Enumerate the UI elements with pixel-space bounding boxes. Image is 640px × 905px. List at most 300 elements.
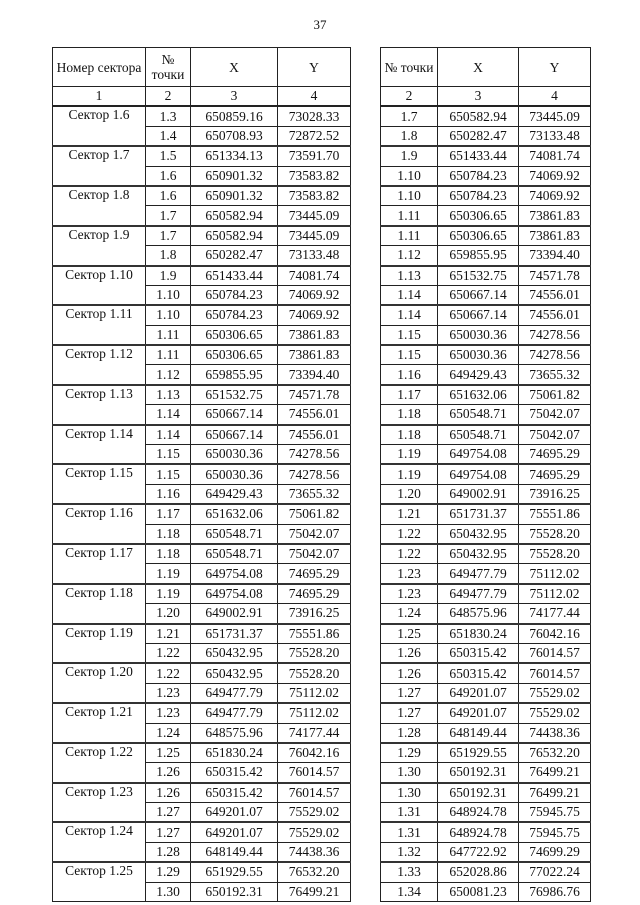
x-coordinate-cell: 649754.08	[438, 464, 519, 484]
sector-name-cell: Сектор 1.23	[53, 783, 146, 823]
point-number-cell: 1.13	[146, 385, 191, 405]
y-coordinate-cell: 75528.20	[278, 643, 351, 663]
table-row	[53, 146, 351, 166]
table-row	[381, 703, 591, 723]
point-number-cell: 1.26	[146, 763, 191, 783]
point-number-cell: 1.7	[381, 106, 438, 126]
point-number-cell: 1.18	[381, 425, 438, 445]
x-coordinate-cell: 650667.14	[438, 305, 519, 325]
sector-name-cell: Сектор 1.21	[53, 703, 146, 743]
point-number-cell: 1.18	[146, 524, 191, 544]
y-coordinate-cell: 75528.20	[278, 663, 351, 683]
table-row	[381, 445, 591, 465]
sector-name-cell: Сектор 1.6	[53, 106, 146, 146]
point-number-cell: 1.8	[381, 126, 438, 146]
x-coordinate-cell: 649477.79	[438, 564, 519, 584]
sector-name-cell: Сектор 1.7	[53, 146, 146, 186]
point-number-cell: 1.19	[146, 564, 191, 584]
y-coordinate-cell: 74278.56	[278, 464, 351, 484]
point-number-cell: 1.6	[146, 186, 191, 206]
point-number-cell: 1.7	[146, 206, 191, 226]
point-number-cell: 1.10	[381, 186, 438, 206]
x-coordinate-cell: 650582.94	[191, 206, 278, 226]
x-coordinate-cell: 650582.94	[191, 226, 278, 246]
header-point: № точки	[146, 48, 191, 87]
table-row	[53, 385, 351, 405]
point-number-cell: 1.17	[146, 504, 191, 524]
sector-name-cell: Сектор 1.20	[53, 663, 146, 703]
y-coordinate-cell: 74081.74	[519, 146, 591, 166]
point-number-cell: 1.22	[146, 663, 191, 683]
x-coordinate-cell: 650667.14	[191, 405, 278, 425]
x-coordinate-cell: 650030.36	[191, 464, 278, 484]
table-row	[381, 763, 591, 783]
point-number-cell: 1.30	[146, 882, 191, 901]
x-coordinate-cell: 650315.42	[438, 643, 519, 663]
y-coordinate-cell: 75112.02	[278, 703, 351, 723]
x-coordinate-cell: 650306.65	[438, 226, 519, 246]
sector-name-cell: Сектор 1.17	[53, 544, 146, 584]
table-row	[53, 862, 351, 882]
y-coordinate-cell: 73861.83	[519, 206, 591, 226]
point-number-cell: 1.8	[146, 246, 191, 266]
point-number-cell: 1.26	[381, 663, 438, 683]
y-coordinate-cell: 73394.40	[519, 246, 591, 266]
x-coordinate-cell: 650548.71	[438, 425, 519, 445]
column-number: 2	[381, 87, 438, 107]
y-coordinate-cell: 74177.44	[278, 723, 351, 743]
x-coordinate-cell: 650315.42	[191, 783, 278, 803]
point-number-cell: 1.23	[381, 584, 438, 604]
y-coordinate-cell: 74571.78	[519, 266, 591, 286]
table-row	[381, 226, 591, 246]
sector-name-cell: Сектор 1.16	[53, 504, 146, 544]
table-row	[381, 624, 591, 644]
header-y: Y	[519, 48, 591, 87]
point-number-cell: 1.22	[381, 524, 438, 544]
y-coordinate-cell: 73133.48	[278, 246, 351, 266]
x-coordinate-cell: 651334.13	[191, 146, 278, 166]
point-number-cell: 1.9	[381, 146, 438, 166]
column-number: 1	[53, 87, 146, 107]
point-number-cell: 1.12	[381, 246, 438, 266]
y-coordinate-cell: 76014.57	[278, 783, 351, 803]
x-coordinate-cell: 650432.95	[191, 643, 278, 663]
x-coordinate-cell: 659855.95	[438, 246, 519, 266]
point-number-cell: 1.27	[381, 703, 438, 723]
table-row	[53, 266, 351, 286]
x-coordinate-cell: 650548.71	[191, 544, 278, 564]
table-row	[53, 584, 351, 604]
table-row	[381, 484, 591, 504]
x-coordinate-cell: 650282.47	[438, 126, 519, 146]
table-row	[53, 504, 351, 524]
x-coordinate-cell: 650030.36	[191, 445, 278, 465]
sector-name-cell: Сектор 1.25	[53, 862, 146, 901]
point-number-cell: 1.26	[381, 643, 438, 663]
x-coordinate-cell: 651929.55	[191, 862, 278, 882]
y-coordinate-cell: 74438.36	[519, 723, 591, 743]
y-coordinate-cell: 73861.83	[519, 226, 591, 246]
x-coordinate-cell: 649429.43	[191, 484, 278, 504]
x-coordinate-cell: 651929.55	[438, 743, 519, 763]
x-coordinate-cell: 651731.37	[191, 624, 278, 644]
y-coordinate-cell: 74438.36	[278, 842, 351, 862]
y-coordinate-cell: 74278.56	[519, 345, 591, 365]
y-coordinate-cell: 75529.02	[278, 803, 351, 823]
x-coordinate-cell: 650315.42	[438, 663, 519, 683]
point-number-cell: 1.18	[146, 544, 191, 564]
x-coordinate-cell: 651830.24	[191, 743, 278, 763]
table-row	[53, 345, 351, 365]
point-number-cell: 1.30	[381, 763, 438, 783]
y-coordinate-cell: 76986.76	[519, 882, 591, 901]
y-coordinate-cell: 74069.92	[278, 285, 351, 305]
column-number: 3	[438, 87, 519, 107]
x-coordinate-cell: 650784.23	[438, 166, 519, 186]
x-coordinate-cell: 650548.71	[191, 524, 278, 544]
table-row	[381, 783, 591, 803]
table-row	[381, 405, 591, 425]
y-coordinate-cell: 73445.09	[519, 106, 591, 126]
table-row	[381, 743, 591, 763]
y-coordinate-cell: 77022.24	[519, 862, 591, 882]
x-coordinate-cell: 649754.08	[438, 445, 519, 465]
point-number-cell: 1.25	[381, 624, 438, 644]
point-number-cell: 1.5	[146, 146, 191, 166]
x-coordinate-cell: 650081.23	[438, 882, 519, 901]
x-coordinate-cell: 650859.16	[191, 106, 278, 126]
x-coordinate-cell: 650582.94	[438, 106, 519, 126]
point-number-cell: 1.19	[381, 445, 438, 465]
table-row	[381, 822, 591, 842]
table-row	[53, 464, 351, 484]
x-coordinate-cell: 651433.44	[438, 146, 519, 166]
y-coordinate-cell: 74177.44	[519, 604, 591, 624]
table-row	[381, 325, 591, 345]
x-coordinate-cell: 650030.36	[438, 345, 519, 365]
y-coordinate-cell: 76499.21	[519, 763, 591, 783]
sector-name-cell: Сектор 1.15	[53, 464, 146, 504]
y-coordinate-cell: 74695.29	[278, 584, 351, 604]
y-coordinate-cell: 75528.20	[519, 544, 591, 564]
y-coordinate-cell: 73133.48	[519, 126, 591, 146]
x-coordinate-cell: 647722.92	[438, 842, 519, 862]
y-coordinate-cell: 73583.82	[278, 166, 351, 186]
y-coordinate-cell: 73655.32	[278, 484, 351, 504]
y-coordinate-cell: 75112.02	[278, 683, 351, 703]
x-coordinate-cell: 648924.78	[438, 822, 519, 842]
y-coordinate-cell: 75945.75	[519, 822, 591, 842]
table-row	[381, 643, 591, 663]
x-coordinate-cell: 650306.65	[438, 206, 519, 226]
y-coordinate-cell: 73655.32	[519, 365, 591, 385]
y-coordinate-cell: 73583.82	[278, 186, 351, 206]
x-coordinate-cell: 649754.08	[191, 584, 278, 604]
y-coordinate-cell: 73028.33	[278, 106, 351, 126]
header-x: X	[438, 48, 519, 87]
x-coordinate-cell: 648149.44	[191, 842, 278, 862]
table-row	[381, 345, 591, 365]
point-number-cell: 1.31	[381, 803, 438, 823]
left-coordinates-table	[52, 47, 351, 902]
sector-name-cell: Сектор 1.8	[53, 186, 146, 226]
x-coordinate-cell: 649754.08	[191, 564, 278, 584]
y-coordinate-cell: 75112.02	[519, 584, 591, 604]
x-coordinate-cell: 648149.44	[438, 723, 519, 743]
column-number: 3	[191, 87, 278, 107]
y-coordinate-cell: 75529.02	[278, 822, 351, 842]
sector-name-cell: Сектор 1.11	[53, 305, 146, 345]
y-coordinate-cell: 74081.74	[278, 266, 351, 286]
header-y: Y	[278, 48, 351, 87]
table-row	[381, 524, 591, 544]
right-coordinates-table	[380, 47, 591, 902]
point-number-cell: 1.29	[146, 862, 191, 882]
table-row	[381, 464, 591, 484]
x-coordinate-cell: 649002.91	[191, 604, 278, 624]
sector-name-cell: Сектор 1.12	[53, 345, 146, 385]
point-number-cell: 1.23	[381, 564, 438, 584]
table-row	[381, 425, 591, 445]
x-coordinate-cell: 650432.95	[438, 524, 519, 544]
y-coordinate-cell: 74556.01	[278, 405, 351, 425]
y-coordinate-cell: 74069.92	[278, 305, 351, 325]
table-row	[381, 604, 591, 624]
y-coordinate-cell: 74556.01	[519, 305, 591, 325]
table-row	[381, 882, 591, 901]
point-number-cell: 1.28	[146, 842, 191, 862]
table-row	[381, 285, 591, 305]
table-row	[53, 226, 351, 246]
point-number-cell: 1.27	[146, 803, 191, 823]
y-coordinate-cell: 74556.01	[519, 285, 591, 305]
x-coordinate-cell: 649002.91	[438, 484, 519, 504]
x-coordinate-cell: 650901.32	[191, 166, 278, 186]
point-number-cell: 1.3	[146, 106, 191, 126]
point-number-cell: 1.25	[146, 743, 191, 763]
x-coordinate-cell: 650667.14	[438, 285, 519, 305]
x-coordinate-cell: 652028.86	[438, 862, 519, 882]
point-number-cell: 1.10	[146, 285, 191, 305]
y-coordinate-cell: 75042.07	[519, 425, 591, 445]
header-x: X	[191, 48, 278, 87]
point-number-cell: 1.20	[381, 484, 438, 504]
column-number: 4	[519, 87, 591, 107]
point-number-cell: 1.10	[146, 305, 191, 325]
x-coordinate-cell: 651532.75	[438, 266, 519, 286]
table-row	[381, 186, 591, 206]
table-row	[381, 146, 591, 166]
y-coordinate-cell: 75042.07	[278, 544, 351, 564]
x-coordinate-cell: 650306.65	[191, 345, 278, 365]
x-coordinate-cell: 650432.95	[191, 663, 278, 683]
x-coordinate-cell: 649429.43	[438, 365, 519, 385]
y-coordinate-cell: 75529.02	[519, 683, 591, 703]
y-coordinate-cell: 74278.56	[278, 445, 351, 465]
sector-name-cell: Сектор 1.10	[53, 266, 146, 306]
y-coordinate-cell: 76042.16	[278, 743, 351, 763]
sector-name-cell: Сектор 1.13	[53, 385, 146, 425]
y-coordinate-cell: 73916.25	[519, 484, 591, 504]
table-row	[381, 803, 591, 823]
page-number: 37	[313, 17, 327, 32]
point-number-cell: 1.15	[146, 445, 191, 465]
table-row	[381, 266, 591, 286]
point-number-cell: 1.22	[381, 544, 438, 564]
table-row	[53, 663, 351, 683]
table-row	[381, 663, 591, 683]
point-number-cell: 1.11	[381, 226, 438, 246]
point-number-cell: 1.14	[146, 405, 191, 425]
x-coordinate-cell: 650784.23	[438, 186, 519, 206]
point-number-cell: 1.34	[381, 882, 438, 901]
y-coordinate-cell: 76499.21	[519, 783, 591, 803]
point-number-cell: 1.21	[381, 504, 438, 524]
table-row	[381, 564, 591, 584]
point-number-cell: 1.10	[381, 166, 438, 186]
y-coordinate-cell: 76499.21	[278, 882, 351, 901]
x-coordinate-cell: 651830.24	[438, 624, 519, 644]
point-number-cell: 1.16	[381, 365, 438, 385]
point-number-cell: 1.15	[381, 325, 438, 345]
table-row	[381, 206, 591, 226]
y-coordinate-cell: 73916.25	[278, 604, 351, 624]
point-number-cell: 1.9	[146, 266, 191, 286]
y-coordinate-cell: 73445.09	[278, 226, 351, 246]
point-number-cell: 1.24	[146, 723, 191, 743]
y-coordinate-cell: 73861.83	[278, 345, 351, 365]
sector-name-cell: Сектор 1.14	[53, 425, 146, 465]
point-number-cell: 1.32	[381, 842, 438, 862]
x-coordinate-cell: 649477.79	[191, 683, 278, 703]
y-coordinate-cell: 74695.29	[278, 564, 351, 584]
point-number-cell: 1.28	[381, 723, 438, 743]
x-coordinate-cell: 650708.93	[191, 126, 278, 146]
y-coordinate-cell: 74695.29	[519, 464, 591, 484]
point-number-cell: 1.12	[146, 365, 191, 385]
table-row	[53, 106, 351, 126]
point-number-cell: 1.11	[146, 325, 191, 345]
x-coordinate-cell: 650667.14	[191, 425, 278, 445]
table-row	[381, 246, 591, 266]
sector-name-cell: Сектор 1.24	[53, 822, 146, 862]
x-coordinate-cell: 649201.07	[438, 683, 519, 703]
y-coordinate-cell: 75945.75	[519, 803, 591, 823]
table-row	[53, 425, 351, 445]
x-coordinate-cell: 659855.95	[191, 365, 278, 385]
point-number-cell: 1.4	[146, 126, 191, 146]
point-number-cell: 1.6	[146, 166, 191, 186]
point-number-cell: 1.22	[146, 643, 191, 663]
point-number-cell: 1.15	[146, 464, 191, 484]
y-coordinate-cell: 76014.57	[519, 663, 591, 683]
point-number-cell: 1.24	[381, 604, 438, 624]
point-number-cell: 1.13	[381, 266, 438, 286]
x-coordinate-cell: 649201.07	[191, 803, 278, 823]
y-coordinate-cell: 76532.20	[519, 743, 591, 763]
point-number-cell: 1.18	[381, 405, 438, 425]
point-number-cell: 1.11	[381, 206, 438, 226]
y-coordinate-cell: 76532.20	[278, 862, 351, 882]
y-coordinate-cell: 75551.86	[278, 624, 351, 644]
column-number: 2	[146, 87, 191, 107]
y-coordinate-cell: 75529.02	[519, 703, 591, 723]
table-row	[53, 703, 351, 723]
y-coordinate-cell: 76042.16	[519, 624, 591, 644]
table-row	[53, 783, 351, 803]
y-coordinate-cell: 74556.01	[278, 425, 351, 445]
x-coordinate-cell: 651632.06	[438, 385, 519, 405]
x-coordinate-cell: 651433.44	[191, 266, 278, 286]
x-coordinate-cell: 650315.42	[191, 763, 278, 783]
table-row	[381, 365, 591, 385]
y-coordinate-cell: 75061.82	[278, 504, 351, 524]
table-row	[381, 305, 591, 325]
x-coordinate-cell: 649477.79	[191, 703, 278, 723]
y-coordinate-cell: 74069.92	[519, 186, 591, 206]
table-row	[381, 544, 591, 564]
y-coordinate-cell: 75061.82	[519, 385, 591, 405]
y-coordinate-cell: 74069.92	[519, 166, 591, 186]
sector-name-cell: Сектор 1.9	[53, 226, 146, 266]
x-coordinate-cell: 649201.07	[438, 703, 519, 723]
point-number-cell: 1.31	[381, 822, 438, 842]
sector-name-cell: Сектор 1.18	[53, 584, 146, 624]
table-row	[381, 862, 591, 882]
point-number-cell: 1.19	[381, 464, 438, 484]
point-number-cell: 1.27	[381, 683, 438, 703]
x-coordinate-cell: 650784.23	[191, 305, 278, 325]
point-number-cell: 1.15	[381, 345, 438, 365]
x-coordinate-cell: 650192.31	[438, 763, 519, 783]
x-coordinate-cell: 650192.31	[191, 882, 278, 901]
y-coordinate-cell: 76014.57	[519, 643, 591, 663]
point-number-cell: 1.16	[146, 484, 191, 504]
y-coordinate-cell: 73591.70	[278, 146, 351, 166]
point-number-cell: 1.29	[381, 743, 438, 763]
x-coordinate-cell: 650282.47	[191, 246, 278, 266]
x-coordinate-cell: 648575.96	[438, 604, 519, 624]
table-row	[381, 723, 591, 743]
y-coordinate-cell: 74278.56	[519, 325, 591, 345]
y-coordinate-cell: 75551.86	[519, 504, 591, 524]
y-coordinate-cell: 73861.83	[278, 325, 351, 345]
y-coordinate-cell: 75112.02	[519, 564, 591, 584]
point-number-cell: 1.14	[146, 425, 191, 445]
table-row	[381, 584, 591, 604]
table-row	[53, 544, 351, 564]
table-row	[381, 842, 591, 862]
point-number-cell: 1.20	[146, 604, 191, 624]
sector-name-cell: Сектор 1.22	[53, 743, 146, 783]
table-row	[381, 126, 591, 146]
header-sector: Номер сектора	[53, 48, 146, 87]
y-coordinate-cell: 74699.29	[519, 842, 591, 862]
point-number-cell: 1.21	[146, 624, 191, 644]
x-coordinate-cell: 648924.78	[438, 803, 519, 823]
y-coordinate-cell: 73445.09	[278, 206, 351, 226]
table-row	[381, 504, 591, 524]
table-row	[53, 305, 351, 325]
x-coordinate-cell: 650548.71	[438, 405, 519, 425]
x-coordinate-cell: 651632.06	[191, 504, 278, 524]
point-number-cell: 1.11	[146, 345, 191, 365]
table-row	[53, 743, 351, 763]
y-coordinate-cell: 75042.07	[278, 524, 351, 544]
x-coordinate-cell: 650432.95	[438, 544, 519, 564]
x-coordinate-cell: 648575.96	[191, 723, 278, 743]
